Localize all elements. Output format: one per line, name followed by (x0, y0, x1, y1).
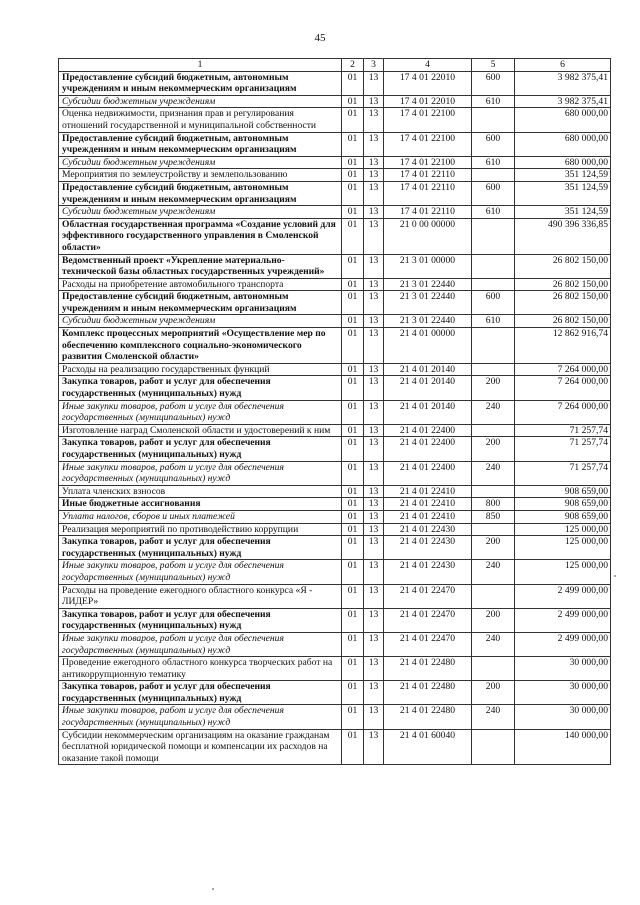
row-expense-type-cell: 610 (472, 206, 515, 219)
row-subsection-cell: 13 (364, 437, 384, 461)
row-section-cell: 01 (342, 705, 364, 729)
row-expense-type-cell: 240 (472, 705, 515, 729)
row-target-article-cell: 17 4 01 22110 (384, 206, 472, 219)
row-target-article-cell: 17 4 01 22110 (384, 169, 472, 182)
row-section-cell: 01 (342, 315, 364, 328)
row-amount-cell: 351 124,59 (515, 181, 611, 205)
row-target-article-cell: 17 4 01 22010 (384, 95, 472, 108)
row-section-cell: 01 (342, 424, 364, 437)
row-amount-cell: 30 000,00 (515, 705, 611, 729)
table-row (59, 108, 611, 132)
table-row (59, 729, 611, 765)
row-amount-cell: 2 499 000,00 (515, 584, 611, 608)
row-subsection-cell: 13 (364, 424, 384, 437)
row-section-cell: 01 (342, 206, 364, 219)
row-expense-type-cell: 200 (472, 376, 515, 400)
table-row (59, 705, 611, 729)
row-section-cell: 01 (342, 95, 364, 108)
row-target-article-cell: 21 3 01 22440 (384, 315, 472, 328)
row-target-article-cell: 21 4 01 60040 (384, 729, 472, 765)
budget-table (58, 58, 611, 765)
row-expense-type-cell: 200 (472, 608, 515, 632)
row-name-cell: Субсидии бюджетным учреждениям (59, 95, 342, 108)
row-target-article-cell: 21 3 01 00000 (384, 254, 472, 278)
row-amount-cell: 3 982 375,41 (515, 95, 611, 108)
table-row (59, 315, 611, 328)
row-amount-cell: 7 264 000,00 (515, 376, 611, 400)
header-col-2: 2 (342, 59, 364, 72)
table-row (59, 510, 611, 523)
table-row (59, 291, 611, 315)
row-section-cell: 01 (342, 376, 364, 400)
row-subsection-cell: 13 (364, 498, 384, 511)
row-target-article-cell: 21 4 01 22410 (384, 498, 472, 511)
row-subsection-cell: 13 (364, 328, 384, 364)
row-amount-cell: 908 659,00 (515, 485, 611, 498)
row-expense-type-cell (472, 363, 515, 376)
table-row (59, 681, 611, 705)
row-expense-type-cell (472, 485, 515, 498)
row-amount-cell: 2 499 000,00 (515, 608, 611, 632)
row-target-article-cell: 17 4 01 22010 (384, 71, 472, 95)
row-subsection-cell: 13 (364, 206, 384, 219)
row-target-article-cell: 21 4 01 22410 (384, 510, 472, 523)
table-row (59, 132, 611, 156)
row-subsection-cell: 13 (364, 485, 384, 498)
row-section-cell: 01 (342, 169, 364, 182)
row-expense-type-cell (472, 218, 515, 254)
table-row (59, 95, 611, 108)
row-section-cell: 01 (342, 291, 364, 315)
row-amount-cell: 26 802 150,00 (515, 254, 611, 278)
row-subsection-cell: 13 (364, 169, 384, 182)
row-name-cell: Субсидии бюджетным учреждениям (59, 315, 342, 328)
row-target-article-cell: 21 4 01 00000 (384, 328, 472, 364)
row-subsection-cell: 13 (364, 156, 384, 169)
row-expense-type-cell: 240 (472, 560, 515, 584)
row-amount-cell: 125 000,00 (515, 523, 611, 536)
row-expense-type-cell (472, 523, 515, 536)
row-section-cell: 01 (342, 71, 364, 95)
table-row (59, 376, 611, 400)
row-name-cell: Субсидии бюджетным учреждениям (59, 206, 342, 219)
table-row (59, 278, 611, 291)
row-amount-cell: 908 659,00 (515, 510, 611, 523)
table-body (59, 71, 611, 765)
table-row (59, 424, 611, 437)
row-target-article-cell: 21 4 01 22470 (384, 608, 472, 632)
row-subsection-cell: 13 (364, 632, 384, 656)
row-amount-cell: 26 802 150,00 (515, 278, 611, 291)
row-subsection-cell: 13 (364, 510, 384, 523)
row-target-article-cell: 21 4 01 22480 (384, 705, 472, 729)
row-amount-cell: 908 659,00 (515, 498, 611, 511)
row-amount-cell: 125 000,00 (515, 560, 611, 584)
table-row (59, 632, 611, 656)
row-subsection-cell: 13 (364, 729, 384, 765)
header-col-5: 5 (472, 59, 515, 72)
row-subsection-cell: 13 (364, 132, 384, 156)
row-expense-type-cell (472, 108, 515, 132)
row-section-cell: 01 (342, 681, 364, 705)
table-row (59, 71, 611, 95)
row-expense-type-cell: 600 (472, 291, 515, 315)
row-subsection-cell: 13 (364, 291, 384, 315)
row-subsection-cell: 13 (364, 376, 384, 400)
row-name-cell: Предоставление субсидий бюджетным, автономным учреждениям и иным некоммерческим организациям (59, 71, 342, 95)
row-subsection-cell: 13 (364, 278, 384, 291)
row-target-article-cell: 17 4 01 22100 (384, 156, 472, 169)
row-name-cell: Иные закупки товаров, работ и услуг для обеспечения государственных (муниципальных) нужд (59, 461, 342, 485)
table-row (59, 181, 611, 205)
scan-speck (212, 888, 214, 890)
row-amount-cell: 680 000,00 (515, 108, 611, 132)
row-target-article-cell: 21 4 01 22430 (384, 536, 472, 560)
row-subsection-cell: 13 (364, 95, 384, 108)
row-subsection-cell: 13 (364, 400, 384, 424)
row-section-cell: 01 (342, 328, 364, 364)
row-name-cell: Предоставление субсидий бюджетным, автономным учреждениям и иным некоммерческим организациям (59, 132, 342, 156)
row-name-cell: Иные закупки товаров, работ и услуг для обеспечения государственных (муниципальных) нужд (59, 560, 342, 584)
row-amount-cell: 351 124,59 (515, 206, 611, 219)
budget-table-container (58, 58, 610, 765)
table-row (59, 437, 611, 461)
table-row (59, 657, 611, 681)
row-target-article-cell: 17 4 01 22100 (384, 108, 472, 132)
row-expense-type-cell: 240 (472, 461, 515, 485)
row-subsection-cell: 13 (364, 71, 384, 95)
row-section-cell: 01 (342, 536, 364, 560)
row-amount-cell: 680 000,00 (515, 132, 611, 156)
row-amount-cell: 71 257,74 (515, 461, 611, 485)
row-name-cell: Реализация мероприятий по противодействию коррупции (59, 523, 342, 536)
row-amount-cell: 71 257,74 (515, 437, 611, 461)
row-expense-type-cell: 600 (472, 132, 515, 156)
table-row (59, 536, 611, 560)
table-row (59, 523, 611, 536)
row-amount-cell: 30 000,00 (515, 657, 611, 681)
row-section-cell: 01 (342, 156, 364, 169)
row-subsection-cell: 13 (364, 560, 384, 584)
row-section-cell: 01 (342, 437, 364, 461)
row-name-cell: Закупка товаров, работ и услуг для обеспечения государственных (муниципальных) нужд (59, 681, 342, 705)
row-section-cell: 01 (342, 729, 364, 765)
row-name-cell: Закупка товаров, работ и услуг для обеспечения государственных (муниципальных) нужд (59, 437, 342, 461)
row-expense-type-cell: 240 (472, 400, 515, 424)
row-expense-type-cell (472, 657, 515, 681)
row-expense-type-cell (472, 729, 515, 765)
header-col-1: 1 (59, 59, 342, 72)
row-name-cell: Областная государственная программа «Создание условий для эффективного государственного управления в Смоленской области» (59, 218, 342, 254)
row-target-article-cell: 21 4 01 22430 (384, 523, 472, 536)
row-name-cell: Субсидии некоммерческим организациям на оказание гражданам бесплатной юридической помощи и компенсации их расходов на оказание такой помощи (59, 729, 342, 765)
table-row (59, 206, 611, 219)
row-name-cell: Изготовление наград Смоленской области и удостоверений к ним (59, 424, 342, 437)
row-expense-type-cell: 610 (472, 95, 515, 108)
row-target-article-cell: 21 3 01 22440 (384, 278, 472, 291)
row-name-cell: Мероприятия по землеустройству и землепользованию (59, 169, 342, 182)
row-section-cell: 01 (342, 608, 364, 632)
row-amount-cell: 680 000,00 (515, 156, 611, 169)
row-section-cell: 01 (342, 498, 364, 511)
row-name-cell: Иные закупки товаров, работ и услуг для обеспечения государственных (муниципальных) нужд (59, 705, 342, 729)
row-expense-type-cell: 600 (472, 181, 515, 205)
row-subsection-cell: 13 (364, 536, 384, 560)
row-expense-type-cell: 800 (472, 498, 515, 511)
row-expense-type-cell: 850 (472, 510, 515, 523)
row-section-cell: 01 (342, 485, 364, 498)
row-target-article-cell: 21 4 01 20140 (384, 400, 472, 424)
row-section-cell: 01 (342, 560, 364, 584)
row-subsection-cell: 13 (364, 461, 384, 485)
row-target-article-cell: 21 4 01 22470 (384, 584, 472, 608)
row-section-cell: 01 (342, 510, 364, 523)
row-section-cell: 01 (342, 523, 364, 536)
row-subsection-cell: 13 (364, 181, 384, 205)
row-target-article-cell: 17 4 01 22100 (384, 132, 472, 156)
row-amount-cell: 490 396 336,85 (515, 218, 611, 254)
row-subsection-cell: 13 (364, 108, 384, 132)
row-section-cell: 01 (342, 461, 364, 485)
row-section-cell: 01 (342, 218, 364, 254)
row-subsection-cell: 13 (364, 254, 384, 278)
row-section-cell: 01 (342, 108, 364, 132)
row-subsection-cell: 13 (364, 218, 384, 254)
row-expense-type-cell: 200 (472, 536, 515, 560)
row-amount-cell: 30 000,00 (515, 681, 611, 705)
row-amount-cell: 7 264 000,00 (515, 400, 611, 424)
row-name-cell: Оценка недвижимости, признания прав и регулирования отношений государственной и муниципальной собственности (59, 108, 342, 132)
row-section-cell: 01 (342, 584, 364, 608)
table-row (59, 400, 611, 424)
row-subsection-cell: 13 (364, 608, 384, 632)
table-row (59, 608, 611, 632)
table-row (59, 485, 611, 498)
row-amount-cell: 7 264 000,00 (515, 363, 611, 376)
row-expense-type-cell: 200 (472, 681, 515, 705)
row-target-article-cell: 21 4 01 20140 (384, 363, 472, 376)
table-row (59, 254, 611, 278)
table-row (59, 461, 611, 485)
row-target-article-cell: 21 4 01 22480 (384, 657, 472, 681)
row-amount-cell: 71 257,74 (515, 424, 611, 437)
row-target-article-cell: 21 4 01 20140 (384, 376, 472, 400)
row-section-cell: 01 (342, 132, 364, 156)
row-amount-cell: 140 000,00 (515, 729, 611, 765)
row-target-article-cell: 21 4 01 22400 (384, 424, 472, 437)
row-name-cell: Проведение ежегодного областного конкурса творческих работ на антикоррупционную тематику (59, 657, 342, 681)
row-expense-type-cell: 610 (472, 315, 515, 328)
table-row (59, 498, 611, 511)
row-expense-type-cell (472, 254, 515, 278)
row-name-cell: Иные закупки товаров, работ и услуг для обеспечения государственных (муниципальных) нужд (59, 632, 342, 656)
row-amount-cell: 125 000,00 (515, 536, 611, 560)
row-expense-type-cell (472, 584, 515, 608)
row-name-cell: Предоставление субсидий бюджетным, автономным учреждениям и иным некоммерческим организациям (59, 291, 342, 315)
row-amount-cell: 26 802 150,00 (515, 291, 611, 315)
row-amount-cell: 26 802 150,00 (515, 315, 611, 328)
row-name-cell: Предоставление субсидий бюджетным, автономным учреждениям и иным некоммерческим организациям (59, 181, 342, 205)
row-amount-cell: 3 982 375,41 (515, 71, 611, 95)
row-subsection-cell: 13 (364, 681, 384, 705)
row-subsection-cell: 13 (364, 705, 384, 729)
header-col-4: 4 (384, 59, 472, 72)
row-subsection-cell: 13 (364, 363, 384, 376)
table-row (59, 169, 611, 182)
row-name-cell: Ведомственный проект «Укрепление материально-технической базы областных государственных учреждений» (59, 254, 342, 278)
row-expense-type-cell (472, 424, 515, 437)
row-name-cell: Расходы на проведение ежегодного областного конкурса «Я - ЛИДЕР» (59, 584, 342, 608)
row-section-cell: 01 (342, 278, 364, 291)
row-expense-type-cell: 610 (472, 156, 515, 169)
table-row (59, 560, 611, 584)
table-row (59, 328, 611, 364)
row-amount-cell: 12 862 916,74 (515, 328, 611, 364)
row-name-cell: Закупка товаров, работ и услуг для обеспечения государственных (муниципальных) нужд (59, 536, 342, 560)
row-name-cell: Комплекс процессных мероприятий «Осуществление мер по обеспечению комплексного социально-экономического развития Смоленской области» (59, 328, 342, 364)
row-expense-type-cell: 240 (472, 632, 515, 656)
row-section-cell: 01 (342, 657, 364, 681)
row-expense-type-cell (472, 328, 515, 364)
header-col-6: 6 (515, 59, 611, 72)
header-col-3: 3 (364, 59, 384, 72)
row-expense-type-cell: 600 (472, 71, 515, 95)
table-row (59, 218, 611, 254)
row-name-cell: Закупка товаров, работ и услуг для обеспечения государственных (муниципальных) нужд (59, 376, 342, 400)
page-number: 45 (314, 32, 326, 44)
row-name-cell: Иные бюджетные ассигнования (59, 498, 342, 511)
row-name-cell: Уплата налогов, сборов и иных платежей (59, 510, 342, 523)
row-target-article-cell: 21 4 01 22400 (384, 437, 472, 461)
row-subsection-cell: 13 (364, 584, 384, 608)
row-target-article-cell: 17 4 01 22110 (384, 181, 472, 205)
row-target-article-cell: 21 4 01 22400 (384, 461, 472, 485)
row-section-cell: 01 (342, 181, 364, 205)
row-target-article-cell: 21 4 01 22470 (384, 632, 472, 656)
row-subsection-cell: 13 (364, 657, 384, 681)
row-section-cell: 01 (342, 632, 364, 656)
row-section-cell: 01 (342, 400, 364, 424)
row-name-cell: Закупка товаров, работ и услуг для обеспечения государственных (муниципальных) нужд (59, 608, 342, 632)
row-target-article-cell: 21 4 01 22430 (384, 560, 472, 584)
row-target-article-cell: 21 4 01 22480 (384, 681, 472, 705)
table-row (59, 156, 611, 169)
row-name-cell: Субсидии бюджетным учреждениям (59, 156, 342, 169)
table-row (59, 363, 611, 376)
scan-speck (614, 575, 616, 577)
row-target-article-cell: 21 0 00 00000 (384, 218, 472, 254)
row-name-cell: Расходы на реализацию государственных функций (59, 363, 342, 376)
row-section-cell: 01 (342, 254, 364, 278)
row-amount-cell: 2 499 000,00 (515, 632, 611, 656)
row-subsection-cell: 13 (364, 523, 384, 536)
row-expense-type-cell (472, 169, 515, 182)
row-name-cell: Расходы на приобретение автомобильного транспорта (59, 278, 342, 291)
row-subsection-cell: 13 (364, 315, 384, 328)
table-row (59, 584, 611, 608)
row-section-cell: 01 (342, 363, 364, 376)
row-expense-type-cell (472, 278, 515, 291)
row-name-cell: Уплата членских взносов (59, 485, 342, 498)
row-amount-cell: 351 124,59 (515, 169, 611, 182)
table-header-row (59, 59, 611, 72)
row-expense-type-cell: 200 (472, 437, 515, 461)
row-target-article-cell: 21 3 01 22440 (384, 291, 472, 315)
row-target-article-cell: 21 4 01 22410 (384, 485, 472, 498)
row-name-cell: Иные закупки товаров, работ и услуг для обеспечения государственных (муниципальных) нужд (59, 400, 342, 424)
